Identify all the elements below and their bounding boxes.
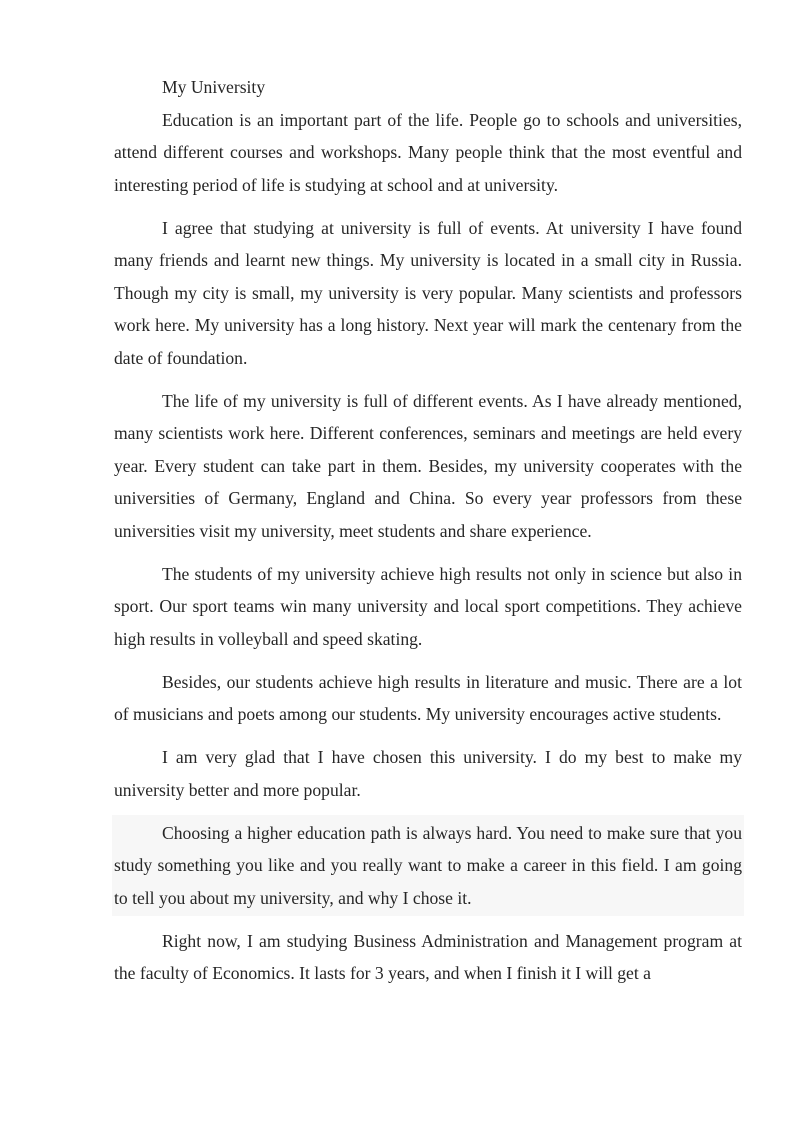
paragraph-education: Education is an important part of the life. People go to schools and universities, attend different courses and workshops. Many people think that the most eventful and interesting period of life is studying at school and at university. <box>114 109 742 195</box>
paragraph-sport: The students of my university achieve high results not only in science but also in sport. Our sport teams win many university and local sport competitions. They achieve high results in volleyball and speed skating. <box>114 563 742 649</box>
paragraph-choosing-path: Choosing a higher education path is always hard. You need to make sure that you study something you like and you really want to make a career in this field. I am going to tell you about my university, and why I chose it. <box>114 817 742 915</box>
paragraph-business-program: Right now, I am studying Business Administration and Management program at the faculty of Economics. It lasts for 3 years, and when I finish it I will get a <box>114 930 742 983</box>
paragraph-literature-music: Besides, our students achieve high results in literature and music. There are a lot of musicians and poets among our students. My university encourages active students. <box>114 671 742 724</box>
paragraph-glad: I am very glad that I have chosen this university. I do my best to make my university better and more popular. <box>114 747 742 800</box>
paragraph-university-events: I agree that studying at university is full of events. At university I have found many friends and learnt new things. My university is located in a small city in Russia. Though my city is small, my university is very popular. Many scientists and professors work here. My university has a long history. Next year will mark the centenary from the date of foundation. <box>114 217 742 368</box>
document-body <box>114 71 742 1000</box>
document-title: My University <box>162 77 266 97</box>
paragraph-university-life: The life of my university is full of different events. As I have already mentioned, many scientists work here. Different conferences, seminars and meetings are held every year. Every student can take part in them. Besides, my university cooperates with the universities of Germany, England and China. So every year professors from these universities visit my university, meet students and share experience. <box>114 390 742 541</box>
